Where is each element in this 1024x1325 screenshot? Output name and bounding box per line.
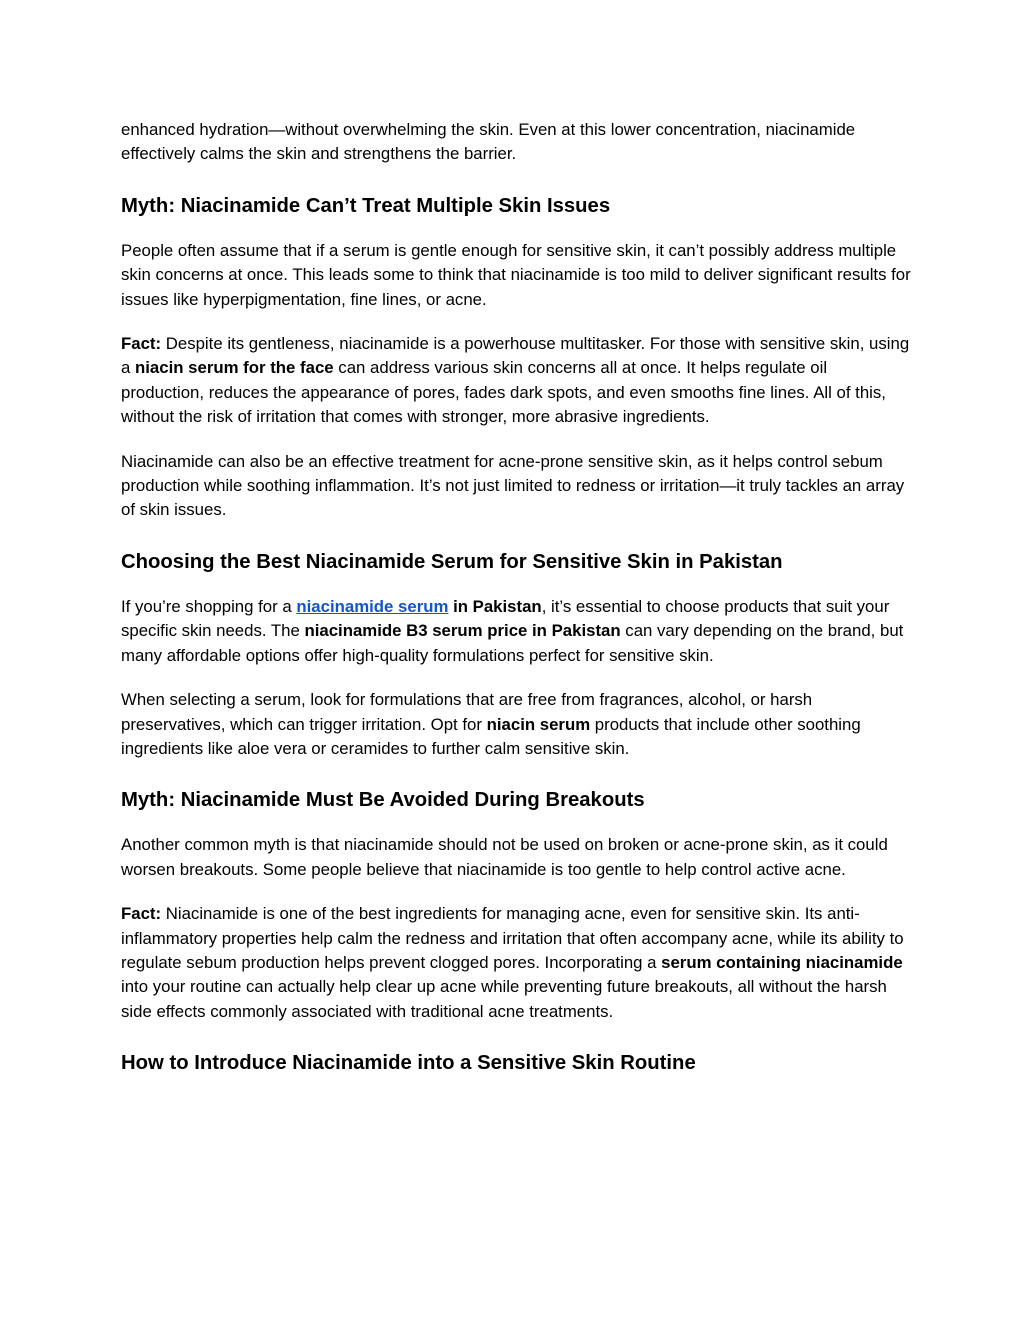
fact-text: into your routine can actually help clear up acne while preventing future breakouts, all without the harsh side effects commonly associated with traditional acne treatments. [121, 977, 887, 1021]
paragraph-text: , it’s essential to choose products that suit your specific skin needs. The [121, 596, 890, 641]
bold-term: niacin serum for the face [135, 358, 334, 378]
section1-fact-paragraph [121, 332, 911, 430]
fact-label: Fact: [121, 334, 162, 354]
section-heading-breakouts: Myth: Niacinamide Must Be Avoided During Breakouts [121, 789, 645, 812]
intro-paragraph: enhanced hydration—without overwhelming the skin. Even at this lower concentration, niacinamide effectively calms the skin and strengthens the barrier. [121, 120, 856, 164]
section1-paragraph-1: People often assume that if a serum is gentle enough for sensitive skin, it can’t possibly address multiple skin concerns at once. This leads some to think that niacinamide is too mild to deliver significant results for issues like hyperpigmentation, fine lines, or acne. [121, 240, 911, 309]
bold-term: niacinamide B3 serum price in Pakistan [304, 621, 621, 641]
paragraph-text: products that include other soothing ingredients like aloe vera or ceramides to further calm sensitive skin. [121, 714, 861, 758]
section1-paragraph-3: Niacinamide can also be an effective treatment for acne-prone sensitive skin, as it helps control sebum production while soothing inflammation. It’s not just limited to redness or irritation—it truly tackles an array of skin issues. [121, 451, 905, 520]
section3-fact-paragraph [121, 902, 911, 1024]
fact-text: Niacinamide is one of the best ingredients for managing acne, even for sensitive skin. Its anti-inflammatory properties help calm the redness and irritation that often accompany acne, while its ability to regulate sebum production helps prevent clogged pores. Incorporating a [121, 904, 904, 972]
section2-paragraph-2 [121, 688, 911, 761]
paragraph-text: If you’re shopping for a [121, 596, 297, 616]
bold-term: niacin serum [486, 714, 591, 734]
section3-paragraph-1: Another common myth is that niacinamide should not be used on broken or acne-prone skin, as it could worsen breakouts. Some people believe that niacinamide is too gentle to help control active acne. [121, 835, 888, 879]
fact-label: Fact: [121, 904, 162, 924]
paragraph-text: can vary depending on the brand, but many affordable options offer high-quality formulations perfect for sensitive skin. [121, 621, 904, 665]
section-heading-choosing-serum: Choosing the Best Niacinamide Serum for Sensitive Skin in Pakistan [121, 550, 783, 573]
bold-term: in Pakistan [448, 596, 542, 616]
fact-text: can address various skin concerns all at once. It helps regulate oil production, reduces the appearance of pores, fades dark spots, and even smooths fine lines. All of this, without the risk of irritation that comes with stronger, more abrasive ingredients. [121, 358, 886, 427]
section-heading-multiple-issues: Myth: Niacinamide Can’t Treat Multiple Skin Issues [121, 194, 611, 217]
bold-term: serum containing niacinamide [661, 952, 903, 972]
section2-paragraph-1 [121, 595, 911, 668]
section-heading-introduce-routine: How to Introduce Niacinamide into a Sensitive Skin Routine [121, 1052, 696, 1075]
niacinamide-serum-link[interactable]: niacinamide serum [296, 596, 449, 616]
document-page [121, 118, 911, 1096]
paragraph-text: When selecting a serum, look for formulations that are free from fragrances, alcohol, or harsh preservatives, which can trigger irritation. Opt for [121, 690, 813, 734]
fact-text: Despite its gentleness, niacinamide is a powerhouse multitasker. For those with sensitive skin, using a [121, 334, 910, 378]
